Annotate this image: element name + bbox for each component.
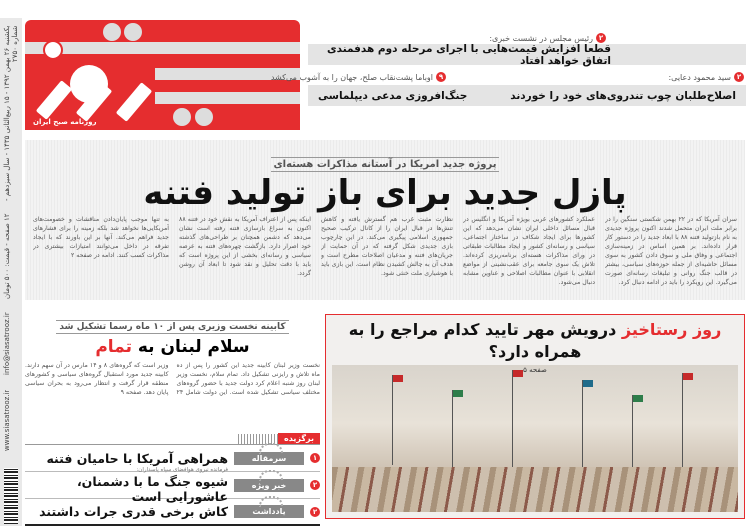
- pick-headline: کاش برخی قدری جرات داشتند: [39, 504, 228, 519]
- website-line: www.siasatrooz.ir: [3, 390, 11, 452]
- teaser-kicker: رئیس مجلس در نشست خبری:: [489, 33, 593, 43]
- date-line: یکشنبه ۲۶ بهمن ۱۳۹۲ - ۱۵ ربیع‌الثانی ۱۴۳۵ - سال سیزدهم - شماره ۲۷۵۰: [3, 26, 19, 202]
- feature-page-ref: صفحه ۵: [523, 366, 547, 374]
- lebanon-story: [25, 314, 320, 424]
- feature-headline-red: روز رستاخیز: [621, 320, 722, 339]
- lebanon-headline-text: سلام لبنان به: [137, 337, 250, 357]
- teaser-label-3: [271, 72, 446, 82]
- side-info-strip: [0, 18, 22, 526]
- lead-column-3: نظارت مثبت غرب هم گسترش یافته و کاهش تنش‌ها در قبال ایران را از کانال ترکیب صحیح جمهوری اسلامی پیگیری می‌کند. در این چارچوب بازی جدیدی شکل گرفته که در آن حمایت از جریان‌های فتنه و مدعیان اصلاحات مطرح است و هدف آن به چالش کشیدن نظام است. این بازی باید با هوشیاری ملت خنثی شود.: [321, 216, 453, 277]
- pick-number: ۲: [310, 480, 320, 490]
- picks-title: برگزیده: [278, 433, 320, 444]
- teaser-number: ۲: [734, 72, 744, 82]
- lead-story: [25, 140, 745, 300]
- pick-tag: یادداشت: [234, 505, 304, 518]
- lead-column-4: اینکه پس از اعتراف آمریکا به نقش خود در فتنه ۸۸ اکنون به سراغ بازسازی فتنه رفته است نشان می‌دهد که دشمن همچنان بر طراحی‌های گذشته خود اصرار دارد. بازگشت چهره‌های فتنه به عرصه سیاسی و رسانه‌ای بخشی از این پروژه است که باید با دقت تحلیل و نقد شود تا ابعاد آن روشن گردد.: [179, 216, 311, 277]
- teaser-number: ۲: [596, 33, 606, 43]
- teaser-headline-2[interactable]: اصلاح‌طلبان چوب تندروی‌های خود را خوردند: [510, 89, 736, 102]
- teaser-number: ۹: [436, 72, 446, 82]
- teaser-label-1: [489, 33, 606, 43]
- pick-text: [25, 467, 228, 504]
- lebanon-body: نخست وزیر لبنان کابینه جدید این کشور را پس از ده ماه تلاش و رایزنی تشکیل داد. تمام سلام، نخست وزیر لبنان روز شنبه اعلام کرد دولت جدید با حضور گروه‌های مختلف سیاسی تشکیل شده است. این دولت شامل ۲۴ وزیر است که گروه‌های ۸ و ۱۴ مارس در آن سهم دارند. کابینه جدید مورد استقبال گروه‌های سیاسی و کشورهای منطقه قرار گرفت و انتظار می‌رود به بحران سیاسی پایان دهد. صفحه ۹: [25, 362, 320, 396]
- teaser-headline-text: قطعا افزایش قیمت‌هایی با اجرای مرحله دوم هدفمندی اتفاق خواهد افتاد: [327, 42, 611, 67]
- lead-headline[interactable]: پازل جدید برای باز تولید فتنه: [143, 173, 627, 213]
- feature-story[interactable]: [325, 314, 745, 519]
- logo-tagline: روزنامه صبح ایران: [33, 118, 97, 126]
- feature-headline[interactable]: [326, 319, 744, 363]
- pick-number: ۲: [310, 507, 320, 517]
- lebanon-headline-red: تمام: [95, 337, 132, 357]
- lead-kicker: پروژه جدید امریکا در آستانه مذاکرات هسته‌ای: [271, 157, 500, 172]
- price-line: ۱۲ صفحه - قیمت: ۵۰۰ تومان: [3, 213, 11, 299]
- teaser-headline-3[interactable]: جنگ‌افروزی مدعی دیپلماسی: [318, 89, 468, 102]
- lebanon-kicker: کابینه نخست وزیری پس از ۱۰ ماه رسما تشکیل شد: [56, 320, 288, 334]
- pick-headline: شیوه جنگ ما با دشمنان، عاشورایی است: [76, 473, 228, 504]
- teaser-kicker: سید محمود دعایی:: [668, 72, 731, 82]
- feature-photo: [332, 365, 738, 512]
- lead-column-1: سران آمریکا که در ۲۲ بهمن شکستی سنگین را در برابر ملت ایران متحمل شدند اکنون پروژه جدیدی به نام بازتولید فتنه ۸۸ با ابعاد جدید را در دستور کار قرار داده‌اند. بر همین اساس در زمینه‌سازی اجتماعی و وفاق ملی و سوق دادن کشور به سوی مسائل حاشیه‌ای از جمله حوزه‌های سیاسی، بیشتر در قالب جنگ روانی و تبلیغات رسانه‌ای صورت می‌گیرد. این رویکرد را باید در ادامه دنبال کرد.: [605, 216, 737, 286]
- teaser-label-2: [668, 72, 744, 82]
- pick-tag: سرمقاله: [234, 452, 304, 465]
- pick-subtitle: فرمانده نیروی هوافضای سپاه پاسداران:: [136, 466, 228, 473]
- teaser-row-2: [308, 85, 746, 106]
- pick-item[interactable]: [25, 499, 320, 526]
- feature-headline-rest: درویش مهر تایید کدام مراجع را به همراه دارد؟: [348, 320, 617, 361]
- pick-item[interactable]: [25, 466, 320, 504]
- pick-number: ۱: [310, 453, 320, 463]
- lebanon-headline[interactable]: [25, 337, 320, 357]
- newspaper-logo: [25, 20, 300, 130]
- pick-tag: خبر ویژه: [234, 479, 304, 492]
- lead-column-5: به تنها موجب پایان‌دادن مناقشات و خصومت‌های آمریکایی‌ها نخواهد شد بلکه زمینه را برای فشارهای جدید فراهم می‌کند. آنها بر این باورند که با ایجاد تفرقه در داخل می‌توانند امتیازات بیشتری در مذاکرات کسب کنند. ادامه در صفحه ۲: [33, 216, 169, 259]
- email-line: info@siasatrooz.ir: [3, 312, 11, 375]
- picks-section: [25, 433, 320, 526]
- teaser-kicker: اوباما پشت‌نقاب صلح، جهان را به آشوب می‌کشد: [270, 72, 433, 82]
- barcode: [4, 468, 18, 524]
- teaser-headline-1[interactable]: [308, 44, 746, 65]
- lead-column-2: عملکرد کشورهای غربی بویژه آمریکا و انگلیس در قبال مسائل داخلی ایران نشان می‌دهد که این کشورها برای ایجاد شکاف در ساختار اجتماعی، سیاسی و رسانه‌ای کشور و ایجاد مطالبات طبقاتی در ورای مذاکرات هسته‌ای برنامه‌ریزی کرده‌اند. تلاش یک سوی جامعه برای عقب‌نشینی از مواضع انقلابی با عنوان مطالبات اصلاحی و عناوین مشابه دنبال می‌شود.: [463, 216, 595, 286]
- pick-headline: همراهی آمریکا با حامیان فتنه: [46, 450, 228, 466]
